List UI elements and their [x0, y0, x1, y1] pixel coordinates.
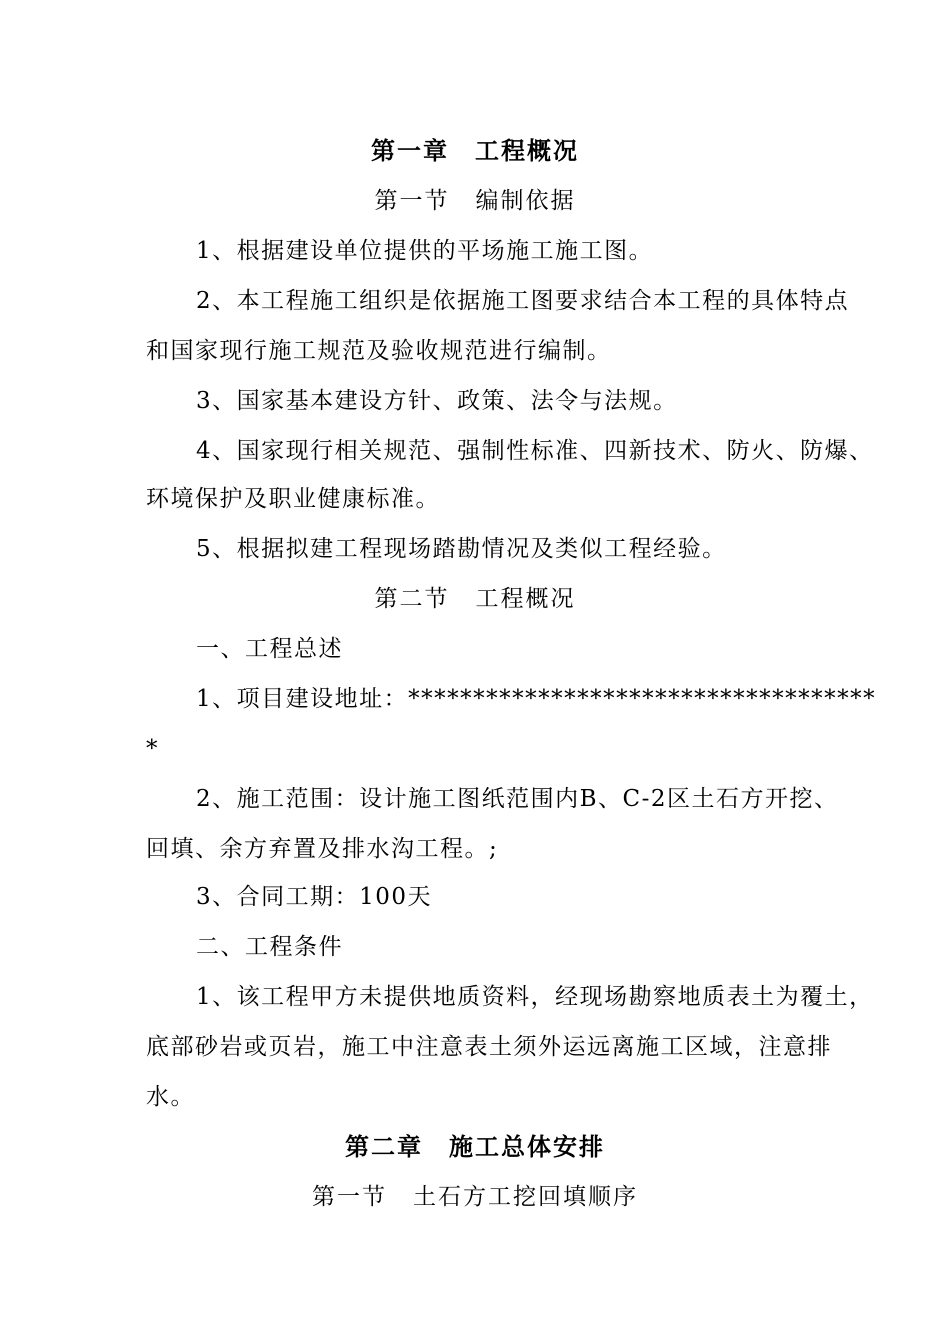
- conditions-line-3: 水。: [146, 1084, 195, 1110]
- section-2-1-title: 土石方工挖回填顺序: [413, 1184, 638, 1210]
- chapter-1-number: 第一章: [371, 137, 449, 165]
- basis-line-3: 3、国家基本建设方针、政策、法令与法规。: [196, 388, 678, 414]
- overview-line-3: 3、合同工期：100天: [196, 884, 433, 910]
- overview-line-1-cont: *: [146, 736, 159, 762]
- chapter-2-number: 第二章: [345, 1133, 423, 1161]
- conditions-line-1: 1、该工程甲方未提供地质资料，经现场勘察地质表土为覆土，: [196, 984, 874, 1010]
- chapter-1-heading: [0, 136, 950, 166]
- basis-line-1: 1、根据建设单位提供的平场施工施工图。: [196, 238, 654, 264]
- basis-line-4-cont: 环境保护及职业健康标准。: [146, 486, 440, 512]
- chapter-1-title: 工程概况: [475, 137, 579, 165]
- section-1-1-heading: [0, 186, 950, 216]
- overview-line-1: 1、项目建设地址：************************************: [196, 686, 877, 712]
- overview-heading: 一、工程总述: [196, 636, 343, 662]
- basis-line-2: 2、本工程施工组织是依据施工图要求结合本工程的具体特点: [196, 288, 850, 314]
- section-1-2-title: 工程概况: [475, 586, 576, 612]
- section-1-1-title: 编制依据: [475, 188, 576, 214]
- basis-line-2-cont: 和国家现行施工规范及验收规范进行编制。: [146, 338, 612, 364]
- section-1-1-number: 第一节: [374, 188, 450, 214]
- section-2-1-number: 第一节: [312, 1184, 387, 1210]
- section-2-1-heading: [0, 1182, 950, 1212]
- section-1-2-number: 第二节: [374, 586, 450, 612]
- chapter-2-title: 施工总体安排: [449, 1133, 605, 1161]
- chapter-2-heading: [0, 1132, 950, 1162]
- conditions-line-2: 底部砂岩或页岩，施工中注意表土须外运远离施工区域，注意排: [146, 1034, 832, 1060]
- basis-line-5: 5、根据拟建工程现场踏勘情况及类似工程经验。: [196, 536, 727, 562]
- overview-line-2: 2、施工范围：设计施工图纸范围内B、C-2区土石方开挖、: [196, 786, 839, 812]
- conditions-heading: 二、工程条件: [196, 934, 343, 960]
- overview-line-2-cont: 回填、余方弃置及排水沟工程。;: [146, 836, 499, 862]
- basis-line-4: 4、国家现行相关规范、强制性标准、四新技术、防火、防爆、: [196, 438, 874, 464]
- section-1-2-heading: [0, 584, 950, 614]
